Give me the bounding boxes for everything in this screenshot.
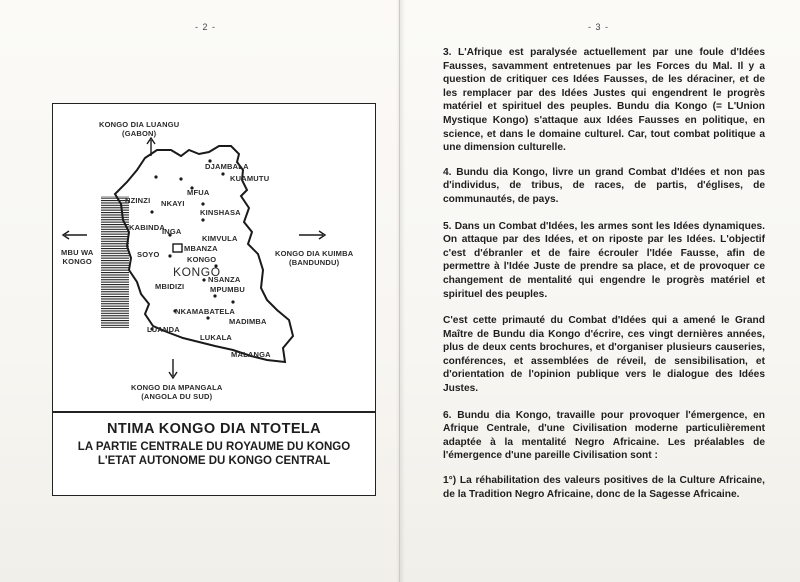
north-label-line1: KONGO DIA LUANGU — [99, 120, 180, 129]
left-page-number: - 2 - — [195, 22, 217, 32]
east-label-line2: (BANDUNDU) — [289, 258, 340, 267]
place-mbanza-kongo-1: MBANZA — [184, 244, 218, 253]
place-kongo: KONGO — [173, 265, 221, 279]
map-caption — [52, 412, 376, 496]
ocean-hatch — [101, 196, 129, 328]
south-label-line2: (ANGOLA DU SUD) — [141, 392, 213, 401]
east-label-line1: KONGO DIA KUIMBA — [275, 249, 354, 258]
capital-marker — [173, 244, 182, 252]
north-label-line2: (GABON) — [122, 129, 157, 138]
map-frame — [52, 103, 376, 412]
place-kinshasa: KINSHASA — [200, 208, 241, 217]
paragraph-4: 4. Bundu dia Kongo, livre un grand Combat d'Idées et non pas d'individus, de tribus, de races, de partis, d'églises, de communautés, de pays. — [443, 166, 765, 205]
place-mbanza-kongo-2: KONGO — [187, 255, 217, 264]
place-djambala: DJAMBALA — [205, 162, 249, 171]
west-label-line2: KONGO — [62, 257, 92, 266]
west-label — [61, 248, 93, 266]
paragraph-6: 6. Bundu dia Kongo, travaille pour provoquer l'émergence, en Afrique Centrale, d'une Civilisation moderne particulièrement adaptée à la mentalité Negro Africaine. Les préalables de l'émergence d'une pareille Civilisation sont : — [443, 409, 765, 462]
paragraph-5: 5. Dans un Combat d'Idées, les armes sont les Idées dynamiques. On attaque par des Idées, et on riposte par les Idées. L'objectif c'est d'ébranler et de faire écrouler l'Idée Fausse, afin de permettre à l'Idée Juste de prendre sa place, et de provoquer ce changement de mentalité qui engendre le progrès matériel et spirituel des peuples. — [443, 220, 765, 300]
place-luanda: LUANDA — [147, 325, 180, 334]
place-soyo: SOYO — [137, 250, 160, 259]
caption-title: NTIMA KONGO DIA NTOTELA — [106, 421, 322, 437]
west-label-line1: MBU WA — [61, 248, 94, 257]
south-label — [131, 383, 223, 401]
place-nsanza-1: NSANZA — [208, 275, 241, 284]
caption-subtitle-2: L'ETAT AUTONOME DU KONGO CENTRAL — [97, 455, 331, 467]
paragraph-3: 3. L'Afrique est paralysée actuellement par une foule d'Idées Fausses, savamment entretenues par les Forces du Mal. Il y a question de critiquer ces Idées Fausses, de les déraciner, et de les remplacer par des Idées Justes qui engendrent le progrès matériel et spirituel des peuples. Bundu dia Kongo (= L'Union Mystique Kongo) s'attaque aux Idées Fausses en politique, en science, et dans le domaine culturel. Car, tout combat politique a une dimension culturelle. — [443, 47, 765, 154]
south-label-line1: KONGO DIA MPANGALA — [131, 383, 223, 392]
place-nkamabatela: NKAMABATELA — [175, 307, 235, 316]
caption-subtitle-1: LA PARTIE CENTRALE DU ROYAUME DU KONGO — [77, 441, 351, 453]
north-label — [99, 120, 179, 138]
paragraph-primaute: C'est cette primauté du Combat d'Idées qui a amené le Grand Maître de Bundu dia Kongo d'écrire, ces vingt dernières années, plus de deux cents brochures, et d'organiser plusieurs causeries, conférences, et assemblées de réveil, de sensibilisation, et d'orientation de l'opinion publique vers le dialogue des Idées Justes. — [443, 315, 765, 395]
place-lukala: LUKALA — [200, 333, 233, 342]
place-kimvula: KIMVULA — [202, 234, 238, 243]
place-inga: INGA — [162, 227, 182, 236]
place-kabinda: KABINDA — [129, 223, 165, 232]
place-nkayi: NKAYI — [161, 199, 185, 208]
place-kuamutu: KUAMUTU — [230, 174, 270, 183]
place-mfua: MFUA — [187, 188, 210, 197]
body-text — [443, 46, 765, 514]
place-nsanza-2: MPUMBU — [210, 285, 245, 294]
page-fold — [396, 0, 405, 582]
place-nzinzi: NZINZI — [125, 196, 151, 205]
east-label — [275, 249, 353, 267]
place-malanga: MALANGA — [231, 350, 271, 359]
paragraph-6-item-1: 1°) La réhabilitation des valeurs positives de la Culture Africaine, de la Tradition Negro Africaine, donc de la Sagesse Africaine. — [443, 475, 765, 500]
place-mbidizi: MBIDIZI — [155, 282, 185, 291]
place-madimba: MADIMBA — [229, 317, 267, 326]
right-page-number: - 3 - — [588, 22, 610, 32]
